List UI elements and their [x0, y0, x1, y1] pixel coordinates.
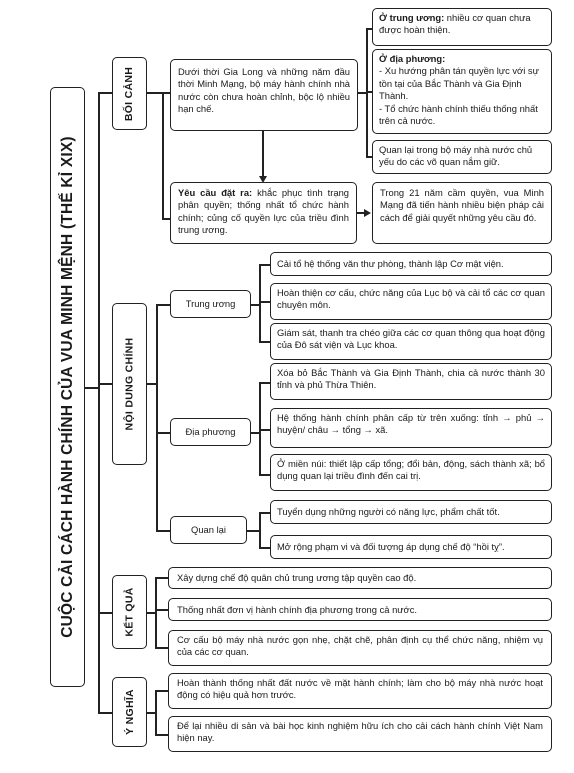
local-issue-title: Ở địa phương: — [379, 53, 446, 64]
connector — [155, 690, 157, 735]
connector — [155, 647, 168, 649]
subcategory-label: Quan lại — [191, 523, 226, 535]
item-text: Xây dựng chế độ quân chủ trung ương tập quyền cao độ. — [177, 572, 417, 583]
main-spine — [98, 92, 100, 712]
connector — [259, 547, 270, 549]
officials-issue-text: Quan lại trong bộ máy nhà nước chủ yếu do các võ quan nắm giữ. — [379, 144, 533, 168]
central-issue-text: nhiều cơ quan chưa được hoàn thiện. — [379, 12, 531, 36]
local-reform-item — [270, 363, 552, 400]
subcategory-label: Trung ương — [185, 297, 236, 309]
connector — [98, 92, 112, 94]
section-label-text: KẾT QUẢ — [123, 587, 136, 637]
central-issue-title: Ở trung ương: — [379, 12, 445, 23]
connector — [162, 92, 164, 218]
connector — [156, 432, 170, 434]
item-text: Tuyển dụng những người có năng lực, phẩm chất tốt. — [277, 506, 500, 517]
item-text: Xóa bỏ Bắc Thành và Gia Định Thành, chia cả nước thành 30 tỉnh và phủ Thừa Thiên. — [277, 367, 545, 391]
officials-issue-box — [372, 140, 552, 174]
connector — [85, 387, 99, 389]
central-issue-box — [372, 8, 552, 46]
item-text: Thống nhất đơn vị hành chính địa phương trong cả nước. — [177, 604, 418, 615]
connector — [155, 609, 168, 611]
result-item — [168, 630, 552, 666]
connector — [155, 577, 168, 579]
connector — [259, 512, 270, 514]
connector — [155, 690, 168, 692]
connector — [155, 577, 157, 648]
arrow-shaft — [262, 131, 264, 177]
connector — [366, 28, 368, 157]
connector — [259, 341, 270, 343]
section-label-noi-dung — [112, 303, 147, 465]
connector — [147, 92, 163, 94]
significance-item — [168, 716, 552, 752]
connector — [156, 304, 158, 531]
connector — [259, 429, 270, 431]
connector — [259, 264, 270, 266]
item-text: Cải tổ hệ thống văn thư phòng, thành lập Cơ mật viện. — [277, 258, 504, 269]
connector — [259, 264, 261, 342]
local-reform-item — [270, 454, 552, 491]
subcategory-label: Địa phương — [185, 425, 236, 437]
item-text: Hoàn thiện cơ cấu, chức năng của Lục bộ và cải tổ các cơ quan chuyên môn. — [277, 287, 545, 311]
local-reform-item — [270, 408, 552, 448]
connector — [98, 383, 112, 385]
section-label-ket-qua — [112, 575, 147, 649]
item-text: Mở rộng phạm vi và đối tượng áp dụng chế độ “hồi tỵ”. — [277, 541, 505, 552]
central-reform-item — [270, 252, 552, 276]
item-text: Giám sát, thanh tra chéo giữa các cơ quan thông qua hoạt động của Đô sát viện và Lục khoa. — [277, 327, 545, 351]
subcategory-local — [170, 418, 251, 446]
local-issue-line: - Xu hướng phân tán quyền lực với sự tồn tại của Bắc Thành và Gia Định Thành. — [379, 65, 539, 102]
item-text: Ở miền núi: thiết lập cấp tổng; đổi bản, động, sách thành xã; bổ dụng quan lại triều đình đến cai trị. — [277, 458, 545, 482]
connector — [259, 512, 261, 548]
local-issue-line: - Tổ chức hành chính thiếu thống nhất trên cả nước. — [379, 102, 538, 127]
connector — [98, 712, 112, 714]
officials-reform-item — [270, 535, 552, 559]
local-issue-box — [372, 49, 552, 134]
diagram-title-box — [50, 87, 85, 687]
section-label-boi-canh — [112, 57, 147, 130]
connector — [156, 530, 170, 532]
context-main-text: Dưới thời Gia Long và những năm đầu thời Minh Mạng, bộ máy hành chính nhà nước còn chưa hoàn chỉnh, bộc lộ nhiều hạn chế. — [178, 66, 350, 115]
subcategory-central — [170, 290, 251, 318]
requirement-title: Yêu cầu đặt ra: — [178, 187, 253, 198]
diagram-title: CUỘC CẢI CÁCH HÀNH CHÍNH CỦA VUA MINH MỆNH (THẾ KỈ XIX) — [58, 136, 76, 638]
item-text: Hệ thống hành chính phân cấp từ trên xuống: tỉnh → phủ → huyện/ châu → tổng → xã. — [277, 412, 545, 436]
minh-mang-text: Trong 21 năm cầm quyền, vua Minh Mạng đã tiến hành nhiều biện pháp cải cách để giải quyết những yêu cầu đó. — [380, 187, 544, 223]
section-label-text: BỐI CẢNH — [123, 66, 136, 121]
connector — [259, 301, 270, 303]
item-text: Để lại nhiều di sản và bài học kinh nghiệm hữu ích cho cải cách hành chính Việt Nam hiện nay. — [177, 720, 543, 744]
item-text: Cơ cấu bộ máy nhà nước gọn nhẹ, chặt chẽ, phân định cụ thể chức năng, nhiệm vụ của các cơ quan. — [177, 634, 543, 658]
requirement-box — [170, 182, 357, 244]
result-item — [168, 567, 552, 589]
connector — [162, 92, 170, 94]
section-label-text: Ý NGHĨA — [123, 689, 136, 735]
arrow-head — [364, 209, 371, 217]
central-reform-item — [270, 283, 552, 320]
connector — [162, 218, 170, 220]
section-label-text: NỘI DUNG CHÍNH — [123, 337, 136, 431]
subcategory-officials — [170, 516, 247, 544]
officials-reform-item — [270, 500, 552, 524]
item-text: Hoàn thành thống nhất đất nước về mặt hành chính; làm cho bộ máy nhà nước hoạt động có hiệu quả hơn trước. — [177, 677, 543, 701]
minh-mang-box — [372, 182, 552, 244]
connector — [156, 304, 170, 306]
requirement-text: khắc phục tình trạng phân quyền; thống nhất tổ chức hành chính; củng cố quyền lực của triều đình trung ương. — [178, 187, 349, 236]
connector — [259, 382, 270, 384]
connector — [155, 734, 168, 736]
result-item — [168, 598, 552, 621]
context-main-box — [170, 59, 358, 131]
connector — [98, 612, 112, 614]
connector — [259, 474, 270, 476]
significance-item — [168, 673, 552, 709]
central-reform-item — [270, 323, 552, 360]
section-label-y-nghia — [112, 677, 147, 747]
